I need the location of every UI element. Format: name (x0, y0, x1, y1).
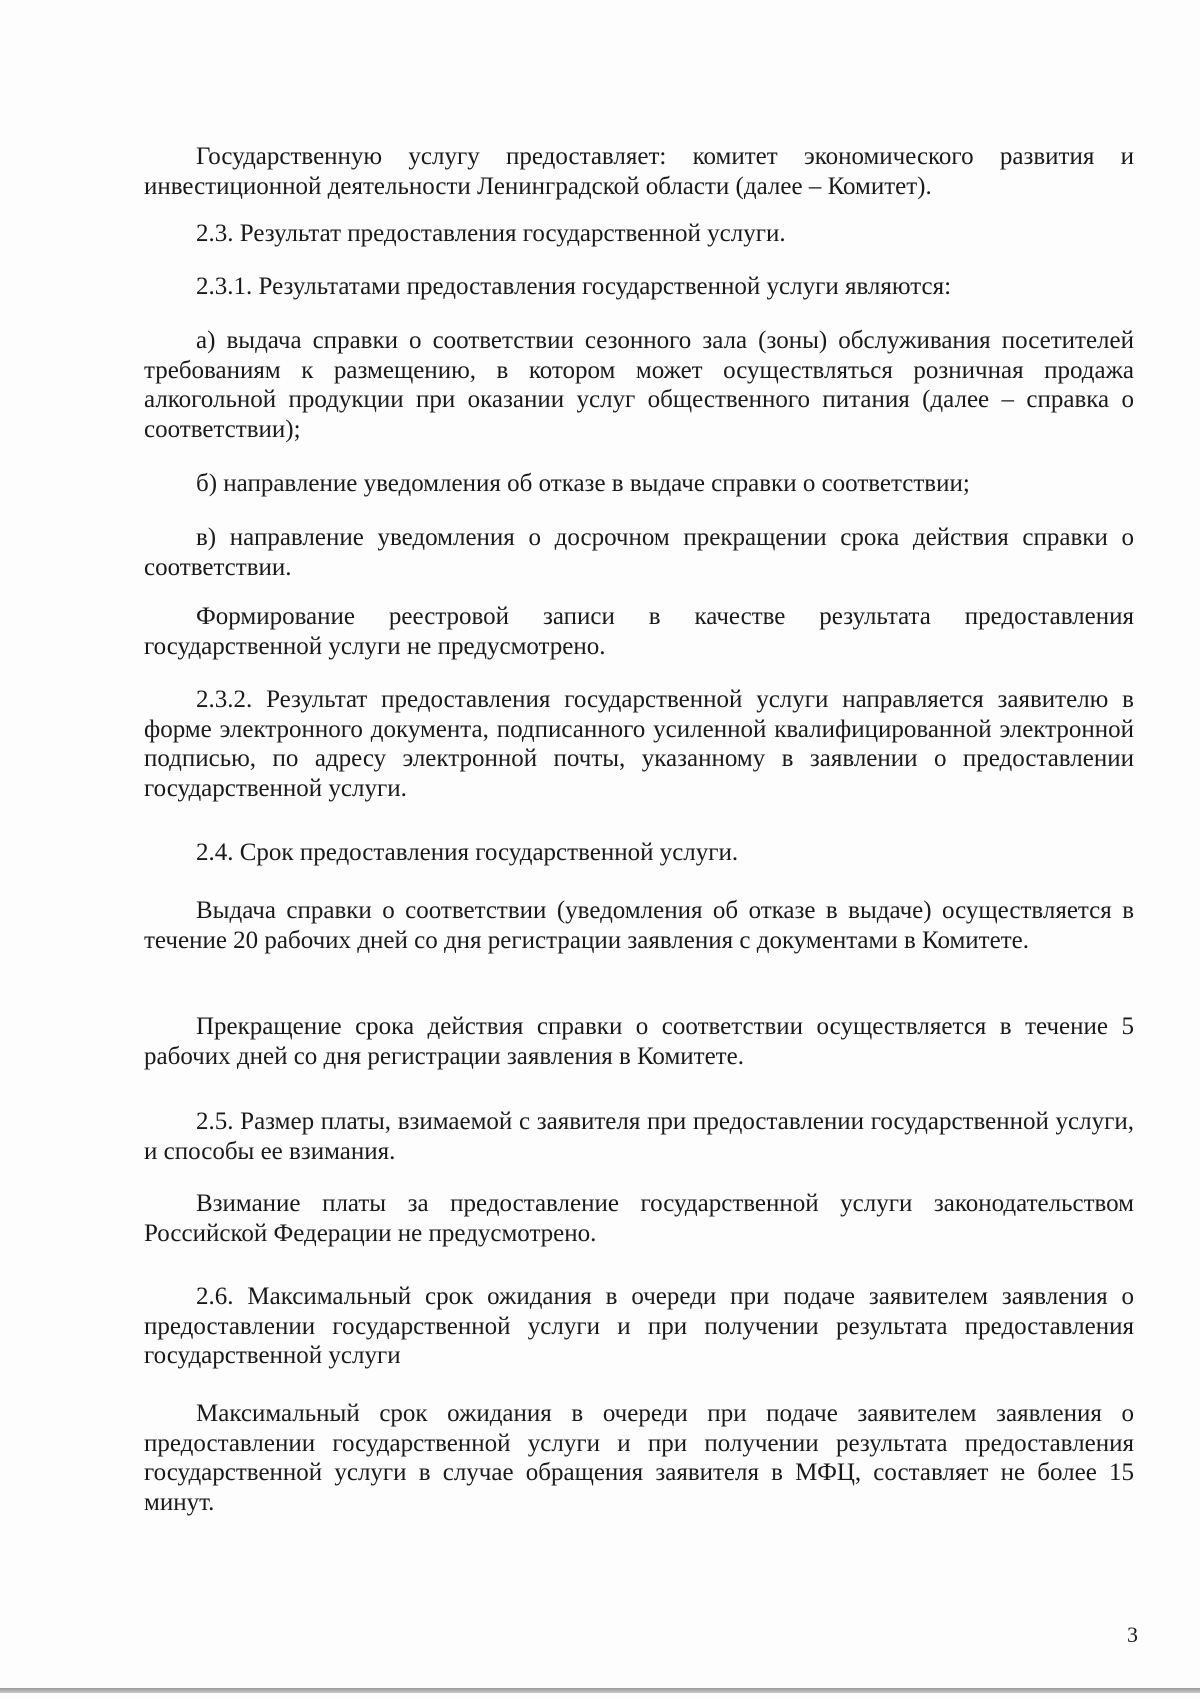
paragraph-text: Государственную услугу предоставляет: комитет экономического развития и инвестиционной деятельности Ленинградской области (далее – Комитет). (144, 143, 1134, 200)
paragraph-text: 2.3.2. Результат предоставления государственной услуги направляется заявителю в форме электронного документа, подписанного усиленной квалифицированной электронной подписью, по адресу электронной почты, указанному в заявлении о предоставлении государственной услуги. (144, 686, 1134, 802)
section-heading-2-4 (144, 838, 1134, 868)
section-2-3-2 (144, 685, 1134, 803)
section-heading-2-5 (144, 1107, 1134, 1166)
paragraph-termination-term (144, 1012, 1134, 1071)
paragraph-text: 2.3. Результат предоставления государственной услуги. (196, 220, 786, 247)
paragraph-text: Взимание платы за предоставление государственной услуги законодательством Российской Федерации не предусмотрено. (144, 1190, 1134, 1247)
paragraph-queue-time (144, 1399, 1134, 1517)
section-heading-2-6 (144, 1282, 1134, 1371)
paragraph-text: Максимальный срок ожидания в очереди при подаче заявителем заявления о предоставлении государственной услуги и при получении результата предоставления государственной услуги в случае обращения заявителя в МФЦ, составляет не более 15 минут. (144, 1400, 1134, 1516)
paragraph-text: 2.3.1. Результатами предоставления государственной услуги являются: (196, 273, 952, 300)
paragraph-text: в) направление уведомления о досрочном прекращении срока действия справки о соответствии. (144, 524, 1134, 581)
paragraph-text: Прекращение срока действия справки о соответствии осуществляется в течение 5 рабочих дней со дня регистрации заявления в Комитете. (144, 1013, 1134, 1070)
paragraph-service-provider (144, 142, 1134, 201)
paragraph-text: 2.5. Размер платы, взимаемой с заявителя при предоставлении государственной услуги, и способы ее взимания. (144, 1108, 1134, 1165)
section-heading-2-3-1 (144, 272, 1134, 302)
paragraph-registry-record (144, 602, 1134, 661)
scan-bottom-edge (0, 1688, 1200, 1693)
paragraph-text: а) выдача справки о соответствии сезонного зала (зоны) обслуживания посетителей требованиям к размещению, в котором может осуществляться розничная продажа алкогольной продукции при оказании услуг общественного питания (далее – справка о соответствии); (144, 327, 1134, 443)
paragraph-text: Формирование реестровой записи в качестве результата предоставления государственной услуги не предусмотрено. (144, 603, 1134, 660)
paragraph-issue-term (144, 896, 1134, 955)
paragraph-text: б) направление уведомления об отказе в выдаче справки о соответствии; (196, 470, 970, 497)
list-item-a (144, 326, 1134, 444)
list-item-b (144, 469, 1134, 499)
list-item-v (144, 523, 1134, 582)
paragraph-text: 2.4. Срок предоставления государственной услуги. (196, 839, 739, 866)
page-number: 3 (1127, 1622, 1138, 1647)
paragraph-fee (144, 1189, 1134, 1248)
paragraph-text: 2.6. Максимальный срок ожидания в очереди при подаче заявителем заявления о предоставлении государственной услуги и при получении результата предоставления государственной услуги (144, 1283, 1134, 1369)
section-heading-2-3 (144, 219, 1134, 249)
paragraph-text: Выдача справки о соответствии (уведомления об отказе в выдаче) осуществляется в течение 20 рабочих дней со дня регистрации заявления с документами в Комитете. (144, 897, 1134, 954)
